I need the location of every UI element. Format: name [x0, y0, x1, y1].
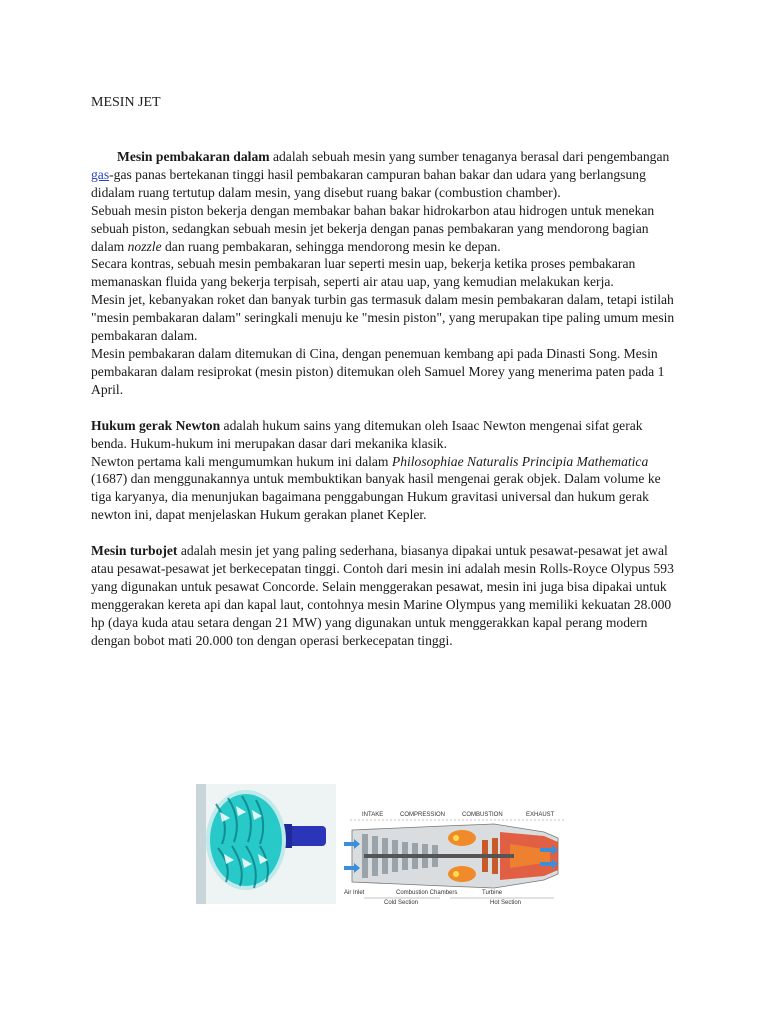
label-compression: COMPRESSION: [400, 812, 446, 818]
document-title: MESIN JET: [91, 95, 161, 110]
label-exhaust: EXHAUST: [526, 812, 555, 818]
label-intake: INTAKE: [362, 812, 384, 818]
paragraph-history: Mesin pembakaran dalam ditemukan di Cina, dengan penemuan kembang api pada Dinasti Song. Mesin pembakaran dalam resiprokat (mesin piston) ditemukan oleh Samuel Morey yang menerima paten pada 1 April.: [91, 345, 665, 397]
term-newton-laws: Hukum gerak Newton: [91, 417, 221, 433]
paragraph-turbojet: Mesin turbojet adalah mesin jet yang paling sederhana, biasanya dipakai untuk pesawat-pesawat jet awal atau pesawat-pesawat jet berkecepatan tinggi. Contoh dari mesin ini adalah mesin Rolls-Royce Olypus 593 yang digunakan untuk pesawat Concorde. Selain menggerakan pesawat, mesin ini juga bisa dipakai untuk menggerakan kereta api dan kapal laut, contohnya mesin Marine Olympus yang memiliki kekuatan 28.000 hp (daya kuda atau setara dengan 21 MW) yang digunakan untuk menggerakkan kapal perang modern dengan bobot mati 20.000 ton dengan operasi berkecepatan tinggi.: [91, 543, 674, 648]
paragraph-newton-laws: Hukum gerak Newton adalah hukum sains yang ditemukan oleh Isaac Newton mengenai sifat gerak benda. Hukum-hukum ini merupakan dasar dari mekanika klasik.: [91, 417, 643, 451]
paragraph-jet-rockets: Mesin jet, kebanyakan roket dan banyak turbin gas termasuk dalam mesin pembakaran dalam, tetapi istilah "mesin pembakaran dalam" seringkali menuju ke "mesin piston", yang merupakan tipe paling umum mesin pembakaran dalam.: [91, 292, 675, 344]
turbojet-diagram: [344, 782, 568, 906]
paragraph-principia: Newton pertama kali mengumumkan hukum ini dalam Philosophiae Naturalis Principia Mathematica (1687) dan menggunakannya untuk membuktikan banyak hasil mengenai gerak objek. Dalam volume ke tiga karyanya, dia menunjukan bagaimana penggabungan Hukum gravitasi universal dan hukum gerak newton ini, dapat menjelaskan Hukum gerakan planet Kepler.: [91, 453, 661, 523]
label-air-inlet: Air Inlet: [344, 890, 365, 896]
paragraph-piston-engine: Sebuah mesin piston bekerja dengan membakar bahan bakar hidrokarbon atau hidrogen untuk menekan sebuah piston, sedangkan sebuah mesin jet bekerja dengan panas pembakaran yang mendorong bagian dalam nozzle dan ruang pembakaran, sehingga mendorong mesin ke depan.: [91, 202, 655, 254]
document-page: [91, 94, 681, 650]
label-hot-section: Hot Section: [490, 900, 522, 906]
paragraph-external-combustion: Secara kontras, sebuah mesin pembakaran luar seperti mesin uap, bekerja ketika proses pembakaran memanaskan fluida yang bekerja terpisah, seperti air atau uap, yang kemudian melakukan kerja.: [91, 256, 636, 290]
turbine-blades-image: [196, 784, 336, 904]
term-turbojet: Mesin turbojet: [91, 543, 178, 559]
paragraph-internal-combustion: Mesin pembakaran dalam adalah sebuah mesin yang sumber tenaganya berasal dari pengembangan gas-gas panas bertekanan tinggi hasil pembakaran campuran bahan bakar dan udara yang berlangsung didalam ruang tertutup dalam mesin, yang disebut ruang bakar (combustion chamber).: [91, 149, 670, 200]
figures-row: [196, 782, 568, 906]
label-combustion-chambers: Combustion Chambers: [396, 890, 458, 896]
label-turbine: Turbine: [482, 890, 503, 896]
gas-link[interactable]: gas: [91, 166, 110, 182]
label-cold-section: Cold Section: [384, 900, 419, 906]
label-combustion: COMBUSTION: [462, 812, 503, 818]
term-internal-combustion: Mesin pembakaran dalam: [117, 149, 270, 164]
